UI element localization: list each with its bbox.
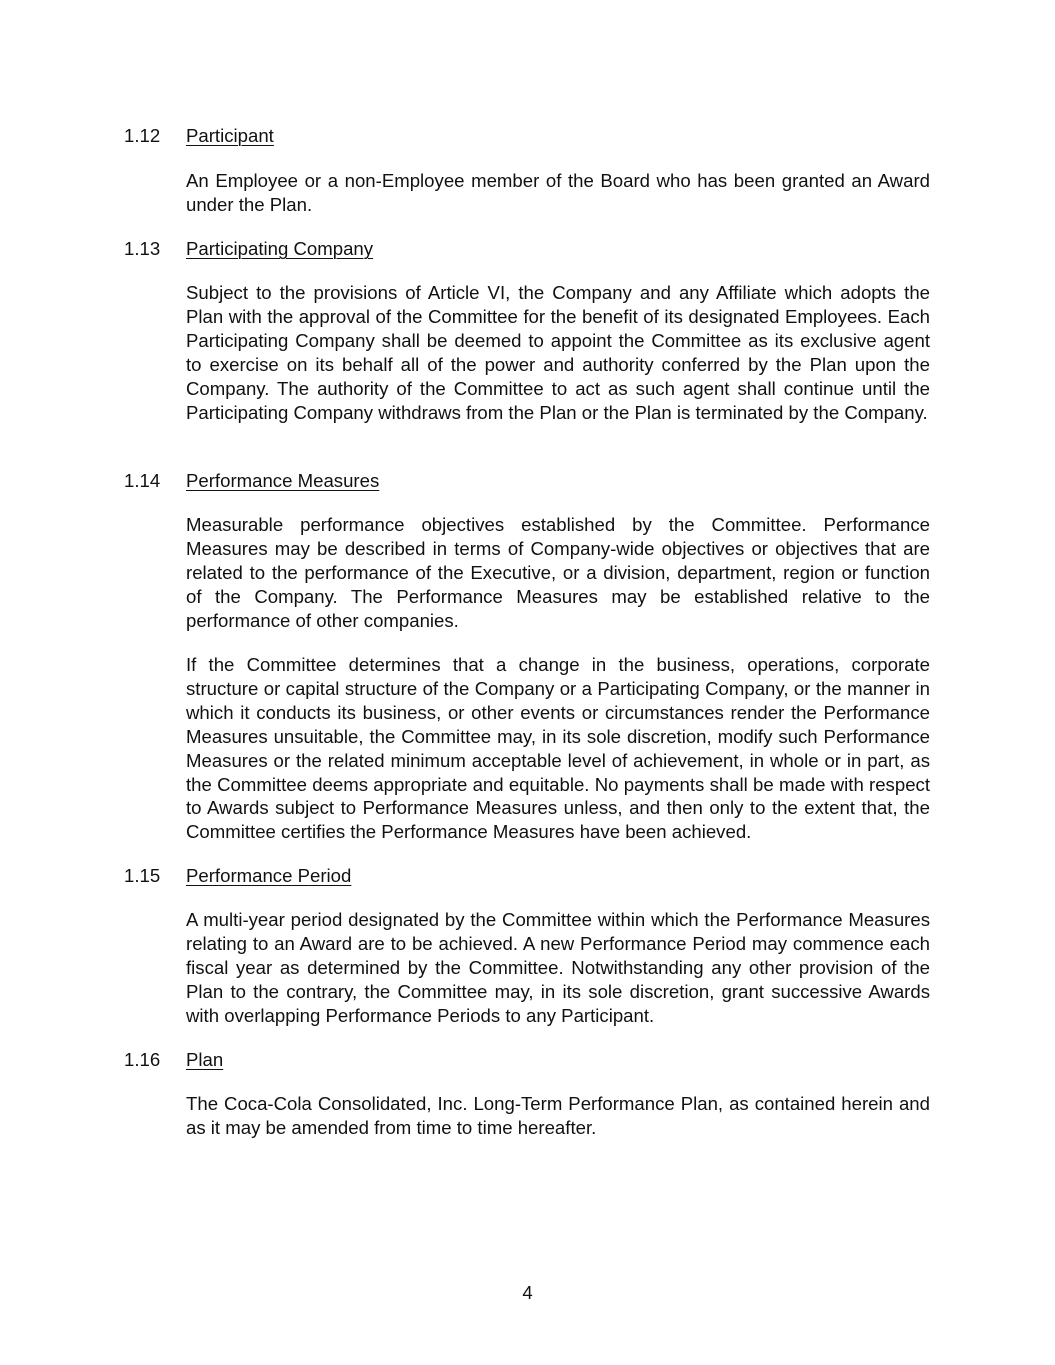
section-number: 1.14: [124, 470, 161, 491]
definition-paragraph: Measurable performance objectives established by the Committee. Performance Measures may be described in terms of Company-wide objectives or objectives that are related to the performance of the Executive, or a division, department, region or function of the Company. The Performance Measures may be established relative to the performance of other companies.: [186, 514, 930, 631]
section-heading: [0, 1048, 1055, 1072]
section-title: Performance Measures: [186, 470, 380, 491]
section-title: Plan: [186, 1049, 224, 1070]
section-1-12: [0, 124, 1055, 215]
section-number: 1.15: [124, 865, 161, 886]
section-title: Performance Period: [186, 865, 352, 886]
definition-paragraph: Subject to the provisions of Article VI, the Company and any Affiliate which adopts the Plan with the approval of the Committee for the benefit of its designated Employees. Each Participating Company shall be deemed to appoint the Committee as its exclusive agent to exercise on its behalf all of the power and authority conferred by the Plan upon the Company. The authority of the Committee to act as such agent shall continue until the Participating Company withdraws from the Plan or the Plan is terminated by the Company.: [186, 282, 930, 423]
section-heading: [0, 864, 1055, 888]
section-heading: [0, 237, 1055, 261]
section-number: 1.13: [124, 238, 161, 259]
section-title: Participating Company: [186, 238, 374, 259]
section-number: 1.16: [124, 1049, 161, 1070]
section-heading: [0, 124, 1055, 148]
section-heading: [0, 469, 1055, 493]
section-1-14: [0, 469, 1055, 843]
definition-paragraph: If the Committee determines that a change in the business, operations, corporate structure or capital structure of the Company or a Participating Company, or the manner in which it conducts its business, or other events or circumstances render the Performance Measures unsuitable, the Committee may, in its sole discretion, modify such Performance Measures or the related minimum acceptable level of achievement, in whole or in part, as the Committee deems appropriate and equitable. No payments shall be made with respect to Awards subject to Performance Measures unless, and then only to the extent that, the Committee certifies the Performance Measures have been achieved.: [186, 654, 930, 843]
section-title: Participant: [186, 125, 274, 146]
definition-paragraph: A multi-year period designated by the Committee within which the Performance Measures relating to an Award are to be achieved. A new Performance Period may commence each fiscal year as determined by the Committee. Notwithstanding any other provision of the Plan to the contrary, the Committee may, in its sole discretion, grant successive Awards with overlapping Performance Periods to any Participant.: [186, 909, 930, 1026]
section-1-16: [0, 1048, 1055, 1138]
page-number: 4: [522, 1282, 533, 1303]
definition-paragraph: The Coca-Cola Consolidated, Inc. Long-Term Performance Plan, as contained herein and as it may be amended from time to time hereafter.: [186, 1093, 930, 1138]
definition-paragraph: An Employee or a non-Employee member of the Board who has been granted an Award under the Plan.: [186, 170, 930, 215]
section-1-13: [0, 237, 1055, 423]
section-number: 1.12: [124, 125, 161, 146]
section-1-15: [0, 864, 1055, 1026]
